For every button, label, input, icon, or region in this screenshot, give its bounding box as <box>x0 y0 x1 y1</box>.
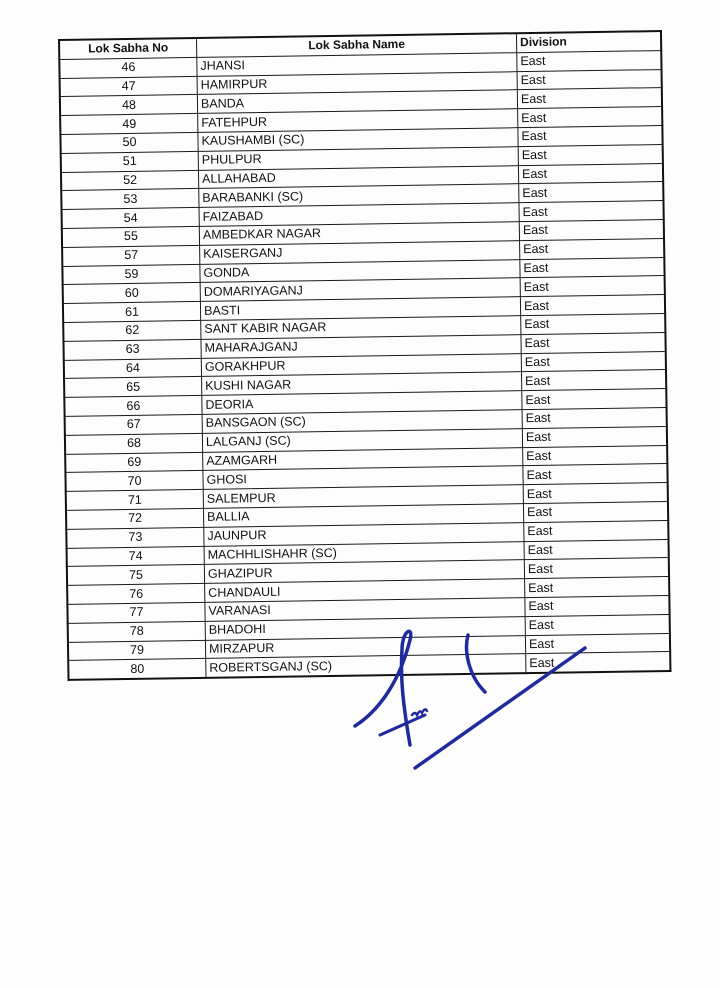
cell-lok-sabha-no: 50 <box>60 132 198 153</box>
cell-lok-sabha-name: LALGANJ (SC) <box>202 428 522 452</box>
cell-division: East <box>524 539 669 560</box>
cell-lok-sabha-no: 75 <box>67 565 205 586</box>
cell-division: East <box>525 577 670 598</box>
cell-lok-sabha-name: VARANASI <box>205 598 525 622</box>
cell-lok-sabha-no: 55 <box>62 226 200 247</box>
cell-division: East <box>521 313 666 334</box>
cell-division: East <box>522 426 667 447</box>
cell-lok-sabha-name: BANSGAON (SC) <box>202 410 522 434</box>
cell-division: East <box>523 445 668 466</box>
cell-division: East <box>523 483 668 504</box>
cell-lok-sabha-no: 62 <box>63 320 201 341</box>
cell-lok-sabha-name: GHAZIPUR <box>204 560 524 584</box>
cell-lok-sabha-name: KAUSHAMBI (SC) <box>198 128 518 152</box>
cell-division: East <box>525 614 670 635</box>
cell-division: East <box>522 407 667 428</box>
cell-division: East <box>524 558 669 579</box>
header-lok-sabha-no: Lok Sabha No <box>59 38 197 59</box>
cell-lok-sabha-name: KAISERGANJ <box>200 240 520 264</box>
cell-division: East <box>521 370 666 391</box>
cell-division: East <box>517 88 662 109</box>
table-body <box>59 50 670 680</box>
cell-lok-sabha-no: 72 <box>66 508 204 529</box>
cell-lok-sabha-no: 53 <box>61 189 199 210</box>
cell-division: East <box>521 351 666 372</box>
signature-stroke-slash <box>415 648 585 768</box>
cell-lok-sabha-name: FAIZABAD <box>199 203 519 227</box>
cell-lok-sabha-name: GHOSI <box>203 466 523 490</box>
cell-lok-sabha-name: MIRZAPUR <box>205 635 525 659</box>
cell-division: East <box>520 295 665 316</box>
cell-lok-sabha-no: 51 <box>61 151 199 172</box>
cell-lok-sabha-no: 78 <box>68 621 206 642</box>
cell-lok-sabha-no: 61 <box>63 302 201 323</box>
signature-stroke-hook <box>467 635 485 692</box>
cell-lok-sabha-name: JHANSI <box>197 52 517 76</box>
cell-division: East <box>520 238 665 259</box>
cell-division: East <box>517 50 662 71</box>
cell-lok-sabha-name: MACHHLISHAHR (SC) <box>204 541 524 565</box>
cell-division: East <box>518 163 663 184</box>
cell-division: East <box>521 332 666 353</box>
cell-lok-sabha-no: 79 <box>68 640 206 661</box>
constituency-table <box>58 30 671 681</box>
cell-division: East <box>523 501 668 522</box>
cell-lok-sabha-name: GORAKHPUR <box>201 353 521 377</box>
cell-lok-sabha-no: 66 <box>64 396 202 417</box>
cell-division: East <box>520 257 665 278</box>
cell-lok-sabha-name: BARABANKI (SC) <box>199 184 519 208</box>
cell-lok-sabha-no: 67 <box>65 414 203 435</box>
cell-lok-sabha-no: 68 <box>65 433 203 454</box>
header-division: Division <box>516 31 661 52</box>
cell-lok-sabha-name: KUSHI NAGAR <box>202 372 522 396</box>
cell-division: East <box>522 389 667 410</box>
cell-division: East <box>519 220 664 241</box>
cell-lok-sabha-no: 48 <box>60 95 198 116</box>
cell-lok-sabha-name: BHADOHI <box>205 616 525 640</box>
cell-division: East <box>518 126 663 147</box>
cell-lok-sabha-no: 71 <box>66 490 204 511</box>
cell-division: East <box>524 520 669 541</box>
cell-division: East <box>525 595 670 616</box>
cell-division: East <box>519 182 664 203</box>
header-lok-sabha-name: Lok Sabha Name <box>196 33 516 57</box>
cell-lok-sabha-name: AMBEDKAR NAGAR <box>199 222 519 246</box>
cell-division: East <box>517 69 662 90</box>
cell-lok-sabha-name: FATEHPUR <box>198 109 518 133</box>
cell-lok-sabha-name: DOMARIYAGANJ <box>200 278 520 302</box>
cell-lok-sabha-no: 47 <box>60 76 198 97</box>
cell-lok-sabha-name: DEORIA <box>202 391 522 415</box>
cell-division: East <box>520 276 665 297</box>
cell-division: East <box>526 652 671 673</box>
cell-lok-sabha-name: GONDA <box>200 259 520 283</box>
cell-lok-sabha-no: 60 <box>63 283 201 304</box>
cell-lok-sabha-no: 73 <box>66 527 204 548</box>
cell-lok-sabha-name: ALLAHABAD <box>198 165 518 189</box>
cell-lok-sabha-no: 70 <box>65 471 203 492</box>
cell-lok-sabha-name: HAMIRPUR <box>197 71 517 95</box>
cell-lok-sabha-no: 77 <box>67 602 205 623</box>
signature <box>340 620 600 780</box>
cell-division: East <box>523 464 668 485</box>
cell-lok-sabha-name: SANT KABIR NAGAR <box>201 316 521 340</box>
cell-division: East <box>518 144 663 165</box>
cell-lok-sabha-name: PHULPUR <box>198 146 518 170</box>
cell-lok-sabha-no: 80 <box>68 659 206 680</box>
cell-division: East <box>525 633 670 654</box>
constituency-table-wrapper <box>58 30 671 681</box>
cell-lok-sabha-no: 54 <box>62 208 200 229</box>
cell-lok-sabha-no: 64 <box>64 358 202 379</box>
cell-lok-sabha-name: BASTI <box>200 297 520 321</box>
cell-lok-sabha-name: JAUNPUR <box>204 522 524 546</box>
cell-lok-sabha-no: 76 <box>67 583 205 604</box>
cell-lok-sabha-name: BALLIA <box>203 504 523 528</box>
cell-lok-sabha-no: 49 <box>60 114 198 135</box>
cell-lok-sabha-no: 74 <box>67 546 205 567</box>
cell-lok-sabha-no: 59 <box>62 264 200 285</box>
cell-lok-sabha-name: ROBERTSGANJ (SC) <box>206 654 526 678</box>
cell-lok-sabha-name: SALEMPUR <box>203 485 523 509</box>
cell-lok-sabha-no: 63 <box>63 339 201 360</box>
cell-lok-sabha-name: AZAMGARH <box>203 447 523 471</box>
cell-lok-sabha-name: MAHARAJGANJ <box>201 334 521 358</box>
cell-lok-sabha-name: CHANDAULI <box>205 579 525 603</box>
cell-lok-sabha-no: 69 <box>65 452 203 473</box>
cell-lok-sabha-no: 57 <box>62 245 200 266</box>
cell-division: East <box>518 107 663 128</box>
cell-division: East <box>519 201 664 222</box>
cell-lok-sabha-name: BANDA <box>197 90 517 114</box>
signature-stroke-cross <box>380 715 425 735</box>
cell-lok-sabha-no: 46 <box>59 57 197 78</box>
cell-lok-sabha-no: 65 <box>64 377 202 398</box>
cell-lok-sabha-no: 52 <box>61 170 199 191</box>
signature-stroke-loop <box>355 631 411 745</box>
